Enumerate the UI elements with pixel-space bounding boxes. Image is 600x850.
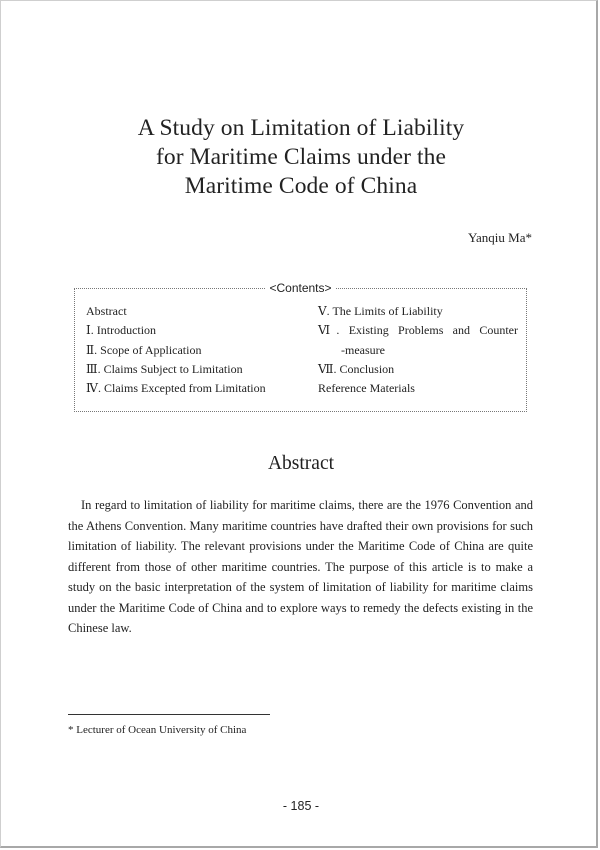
toc-item-abstract: Abstract — [86, 304, 127, 318]
toc-item-claims-subject: Ⅲ. Claims Subject to Limitation — [86, 361, 243, 376]
abstract-body: In regard to limitation of liability for maritime claims, there are the 1976 Convention and the Athens Convention. Many maritime countries have drafted their own provisions for such limitation of liability. The relevant provisions under the Maritime Code of China are quite different from those of other maritime countries. The purpose of this article is to make a study on the basic interpretation of the system of limitation of liability for maritime claims under the Maritime Code of China and to explore ways to remedy the defects existing in the Chinese law. — [68, 498, 533, 635]
toc-left-column — [86, 302, 266, 398]
title-line-3: Maritime Code of China — [184, 173, 418, 199]
toc-right-column — [318, 302, 518, 398]
title-line-2: for Maritime Claims under the — [155, 144, 447, 170]
contents-label — [75, 280, 526, 296]
toc-item-references: Reference Materials — [318, 381, 415, 396]
author-name: Yanqiu Ma* — [467, 230, 532, 245]
contents-box — [74, 281, 527, 412]
abstract-heading: Abstract — [267, 453, 335, 474]
toc-item-introduction: Ⅰ. Introduction — [86, 323, 157, 338]
title-line-1: A Study on Limitation of Liability — [137, 115, 465, 141]
footnote-divider — [68, 714, 270, 715]
toc-item-problems-cont: -measure — [341, 342, 385, 357]
toc-item-problems: Ⅵ. Existing Problems and Counter — [318, 323, 518, 338]
toc-item-conclusion: Ⅶ. Conclusion — [318, 361, 395, 376]
article-title — [1, 114, 600, 201]
toc-item-scope: Ⅱ. Scope of Application — [86, 342, 202, 357]
page-number: - 185 - — [282, 799, 320, 813]
toc-item-claims-excepted: Ⅳ. Claims Excepted from Limitation — [86, 381, 266, 396]
toc-item-limits: Ⅴ. The Limits of Liability — [318, 304, 443, 318]
contents-label-text: <Contents> — [265, 281, 335, 295]
footnote-text: * Lecturer of Ocean University of China — [68, 724, 247, 736]
